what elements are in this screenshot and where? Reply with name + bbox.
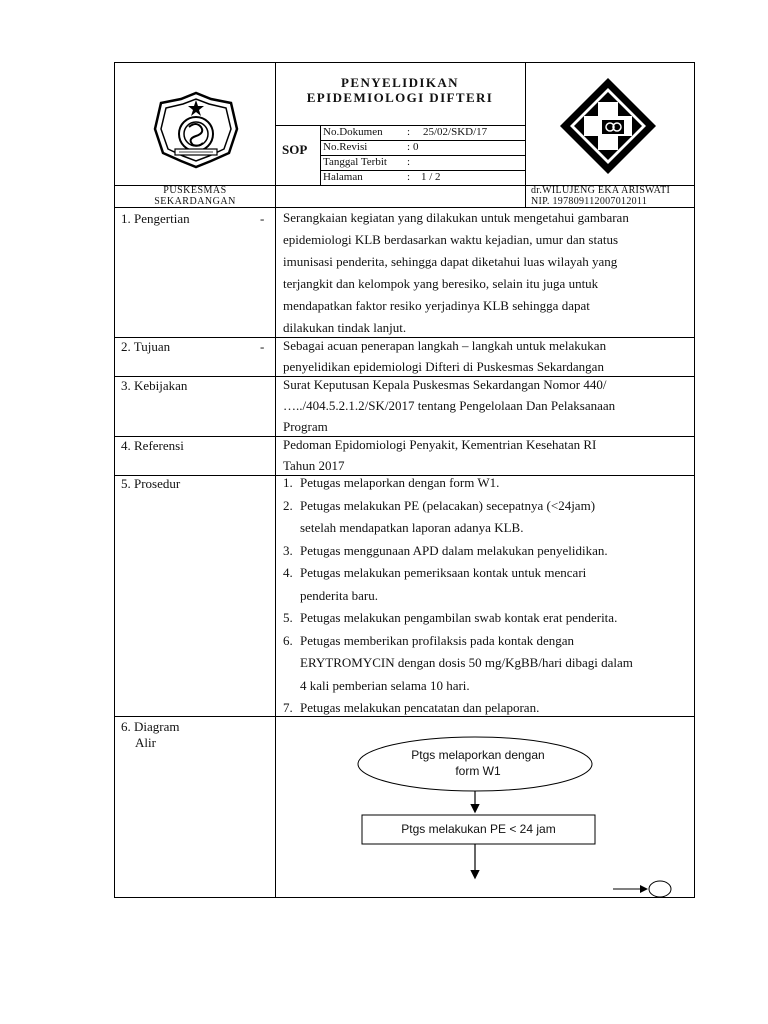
signer-nip: NIP. 197809112007012011 (531, 196, 648, 207)
org-name: PUSKESMAS SEKARDANGAN (154, 185, 236, 207)
sop-document: PENYELIDIKAN EPIDEMIOLOGI DIFTERI SOP No.Dokumen : 25/02/SKD/17 No.Revisi : 0 Tanggal Terbit : Halaman : 1 / 2 PUSKESMAS SEKARDANGAN dr.WILUJENG EKA ARISWATI NIP. 197809112007012011 1. Pengertian - Serangkaian kegiatan yang dilakukan untuk mengetahui gambaran epidemiologi KLB berdasarkan waktu kejadian, umur dan status imunisasi penderita, sehingga dapat diketahui luas wilayah yang terjangkit dan kelompok yang beresiko, selain itu juga untuk mendapatkan faktor resiko yerjadinya KLB sehingga dapat dilakukan tindak lanjut. 2. Tujuan - Sebagai acuan penerapan langkah – langkah untuk melakukan penyelidikan epidemiologi Difteri di Puskesmas Sekardangan 3. Kebijakan Surat Keputusan Kepala Puskesmas Sekardangan Nomor 440/ …../404.5.2.1.2/SK/2017 tentang Pengelolaan Dan Pelaksanaan Program 4. Referensi Pedoman Epidomiologi Penyakit, Kementrian Kesehatan RI Tahun 2017 5. Prosedur 1. Petugas melaporkan dengan form W1. 2. Petugas melakukan PE (pelacakan) secepatnya (<24jam) setelah mendapatkan laporan adanya KLB. 3. Petugas menggunaan APD dalam melakukan penyelidikan. 4. Petugas melakukan pemeriksaan kontak untuk mencari penderita baru. 5. Petugas melakukan pengambilan swab kontak erat penderita. 6. Petugas memberikan profilaksis pada kontak dengan ERYTROMYCIN dengan dosis 50 mg/KgBB/hari dibagi dalam 4 kali pemberian selama 10 hari. 7. Petugas melakukan pencatatan dan pelaporan. 6. Diagram Alir Ptgs melaporkan dengan form W1 Ptgs melakukan PE < 24 jam (114, 62, 695, 898)
section-label-referensi: 4. Referensi (121, 438, 184, 453)
meta-row-revisi: No.Revisi : 0 (323, 141, 419, 153)
header-vline-right (525, 63, 526, 207)
section-label-pengertian: 1. Pengertian (121, 211, 190, 226)
title-line-2: EPIDEMIOLOGI DIFTERI (306, 90, 494, 105)
flow-node-pe-label: Ptgs melakukan PE < 24 jam (401, 822, 556, 836)
step-item: 2. Petugas melakukan PE (pelacakan) secepatnya (<24jam) setelah mendapatkan laporan adanya KLB. (283, 497, 596, 535)
section-label-kebijakan: 3. Kebijakan (121, 378, 188, 393)
section-text-kebijakan: Surat Keputusan Kepala Puskesmas Sekardangan Nomor 440/ …../404.5.2.1.2/SK/2017 tentang Pengelolaan Dan Pelaksanaan Program (283, 377, 616, 434)
step-item: 7. Petugas melakukan pencatatan dan pelaporan. (283, 700, 540, 715)
meta-row-halaman: Halaman : 1 / 2 (323, 171, 441, 183)
step-item: 5. Petugas melakukan pengambilan swab kontak erat penderita. (283, 610, 618, 625)
section-label-diagram: 6. Diagram Alir (121, 719, 180, 750)
document-title (275, 75, 525, 105)
puskesmas-cross-logo-icon (558, 76, 658, 176)
signer-block (531, 185, 670, 207)
step-item: 3. Petugas menggunaan APD dalam melakukan penyelidikan. (283, 542, 608, 558)
meta-row-tanggal: Tanggal Terbit : (323, 156, 411, 168)
step-item: 1. Petugas melaporkan dengan form W1. (283, 475, 500, 490)
title-line-1: PENYELIDIKAN (341, 75, 459, 90)
step-item: 4. Petugas melakukan pemeriksaan kontak untuk mencari penderita baru. (283, 565, 587, 603)
meta-row-dokumen: No.Dokumen : 25/02/SKD/17 (323, 126, 488, 138)
flow-offpage-connector (649, 881, 671, 897)
section-text-pengertian: Serangkaian kegiatan yang dilakukan untuk mengetahui gambaran epidemiologi KLB berdasarkan waktu kejadian, umur dan status imunisasi penderita, sehingga dapat diketahui luas wilayah yang terjangkit dan kelompok yang beresiko, selain itu juga untuk mendapatkan faktor resiko yerjadinya KLB sehingga dapat dilakukan tindak lanjut. (283, 210, 629, 335)
prosedur-steps (283, 472, 693, 720)
flow-diagram (276, 717, 694, 897)
step-item: 6. Petugas memberikan profilaksis pada kontak dengan ERYTROMYCIN dengan dosis 50 mg/KgBB/hari dibagi dalam 4 kali pemberian selama 10 hari. (283, 632, 633, 693)
section-text-tujuan: Sebagai acuan penerapan langkah – langkah untuk melakukan penyelidikan epidemiologi Difteri di Puskesmas Sekardangan (283, 338, 607, 374)
flow-node-report-label: Ptgs melaporkan dengan form W1 (411, 748, 545, 778)
section-text-referensi: Pedoman Epidomiologi Penyakit, Kementrian Kesehatan RI Tahun 2017 (283, 437, 597, 473)
section-label-tujuan: 2. Tujuan (121, 339, 171, 354)
section-label-prosedur: 5. Prosedur (121, 476, 181, 491)
signer-name: dr.WILUJENG EKA ARISWATI (531, 185, 671, 196)
title-divider (275, 125, 525, 126)
sop-label: SOP (282, 142, 308, 157)
regency-emblem-icon (141, 89, 251, 171)
